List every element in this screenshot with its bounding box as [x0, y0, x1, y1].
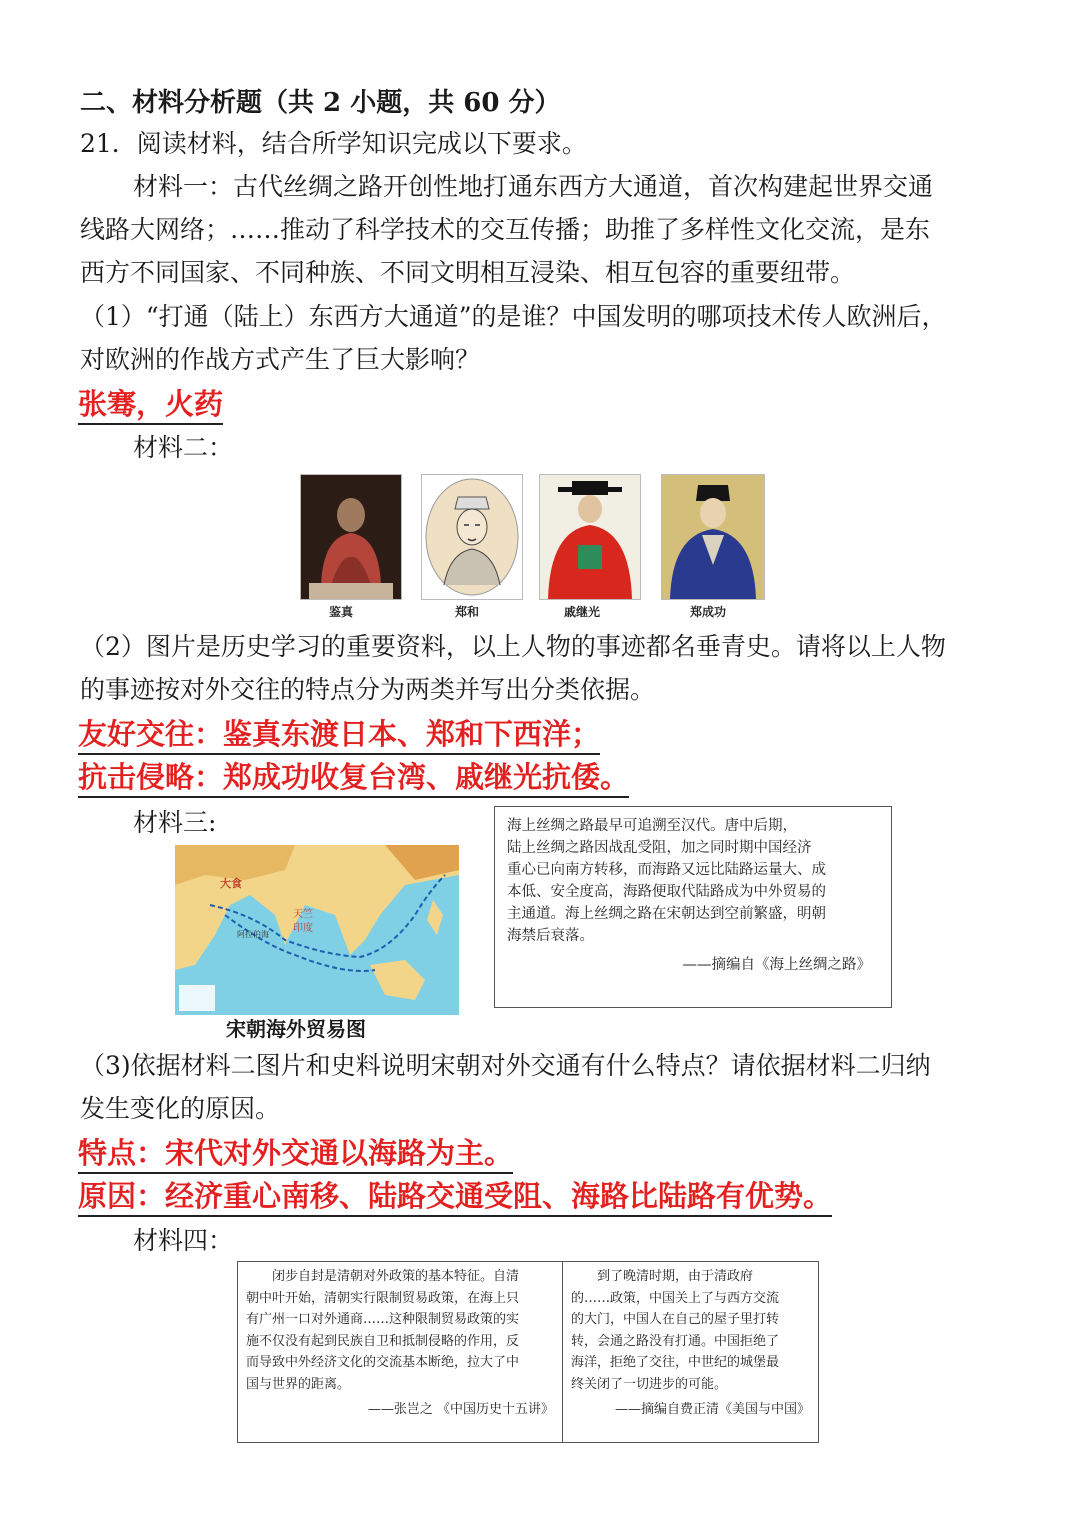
answer-2-line: 抗击侵略：郑成功收复台湾、戚继光抗倭。	[78, 759, 629, 798]
sketch-portrait-icon	[421, 474, 523, 600]
map-label: 印度	[293, 923, 313, 934]
material-4-right-cell	[563, 1262, 818, 1442]
material-1-line: 西方不同国家、不同种族、不同文明相互浸染、相互包容的重要纽带。	[80, 258, 856, 287]
material-4-left-cell	[238, 1262, 563, 1442]
question-1-line: （1）“打通（陆上）东西方大通道”的是谁？中国发明的哪项技术传人欧洲后，	[80, 302, 947, 331]
answer-1: 张骞，火药	[78, 386, 223, 425]
material-1-line: 线路大网络；……推动了科学技术的交互传播；助推了多样性文化交流，是东	[80, 215, 931, 244]
material-3-quote	[494, 806, 892, 1008]
question-3-line: 发生变化的原因。	[80, 1094, 281, 1123]
quote-source: ——摘编自费正清《美国与中国》	[614, 1402, 810, 1417]
quote-source: ——张岂之 《中国历史十五讲》	[367, 1402, 554, 1417]
portrait-caption: 郑和	[455, 605, 480, 619]
map-label: 阿拉伯海	[237, 930, 269, 939]
map-label: 大食	[220, 877, 242, 890]
portrait-caption: 戚继光	[564, 605, 601, 619]
scholar-portrait-icon	[661, 474, 765, 600]
section-title: 二、材料分析题（共 2 小题，共 60 分）	[80, 88, 561, 118]
quote-text: 海上丝绸之路最早可追溯至汉代。唐中后期， 陆上丝绸之路因战乱受阻，加之同时期中国经济 重心已向南方转移，而海路又远比陆路运量大、成 本低、安全度高，海路便取代陆路成为中外贸易的 主通道。海上丝绸之路在宋朝达到空前繁盛，明朝 海禁后衰落。	[507, 818, 826, 944]
material-1-line: 材料一：古代丝绸之路开创性地打通东西方大通道，首次构建起世界交通	[133, 172, 934, 201]
monk-statue-icon	[300, 474, 402, 600]
material-3-label: 材料三:	[133, 808, 217, 837]
answer-2-line: 友好交往：鉴真东渡日本、郑和下西洋；	[78, 716, 600, 755]
answer-3-line: 原因：经济重心南移、陆路交通受阻、海路比陆路有优势。	[78, 1178, 832, 1217]
question-21-intro: 21．阅读材料，结合所学知识完成以下要求。	[80, 129, 587, 158]
portrait-caption: 鉴真	[329, 605, 354, 619]
question-2-line: 的事迹按对外交往的特点分为两类并写出分类依据。	[80, 675, 656, 704]
question-3-line: （3)依据材料二图片和史料说明宋朝对外交通有什么特点？请依据材料二归纳	[80, 1051, 931, 1080]
portrait-caption: 郑成功	[690, 605, 727, 619]
question-2-line: （2）图片是历史学习的重要资料，以上人物的事迹都名垂青史。请将以上人物	[80, 632, 946, 661]
answer-3-line: 特点：宋代对外交通以海路为主。	[78, 1135, 513, 1174]
quote-text: 闭步自封是清朝对外政策的基本特征。自清 朝中叶开始，清朝实行限制贸易政策，在海上只 有广州一口对外通商……这种限制贸易政策的实 施不仅没有起到民族自卫和抵制侵略的作用，反 而导致中外经济文化的交流基本断绝，拉大了中 国与世界的距离。	[246, 1269, 520, 1392]
map-label: 天竺	[293, 909, 313, 920]
material-2-label: 材料二：	[133, 433, 234, 462]
quote-source: ——摘编自《海上丝绸之路》	[682, 957, 871, 973]
quote-text: 到了晚清时期，由于清政府 的……政策，中国关上了与西方交流 的大门，中国人在自己的屋子里打转 转，会通之路没有打通。中国拒绝了 海洋，拒绝了交往，中世纪的城堡最 终关闭了一切进步的可能。	[571, 1269, 780, 1392]
song-trade-map	[175, 845, 459, 1015]
map-caption: 宋朝海外贸易图	[226, 1017, 366, 1041]
official-portrait-icon	[539, 474, 641, 600]
material-4-label: 材料四：	[133, 1226, 234, 1255]
question-1-line: 对欧洲的作战方式产生了巨大影响？	[80, 345, 481, 374]
material-4-table	[237, 1261, 819, 1443]
